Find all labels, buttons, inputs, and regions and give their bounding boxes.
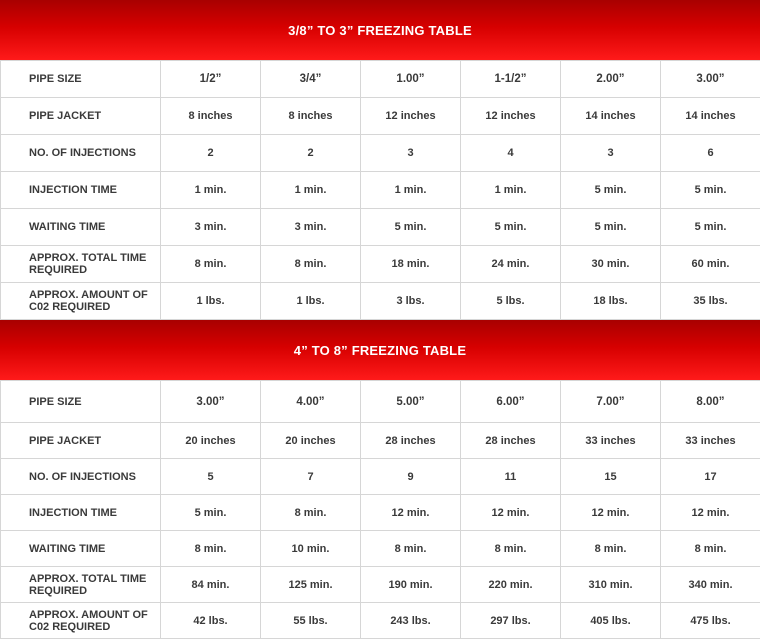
table-cell: 5 min.	[561, 209, 661, 246]
table-cell: 5	[161, 459, 261, 495]
freezing-table-grid	[0, 60, 760, 320]
table-cell: 28 inches	[461, 423, 561, 459]
table-row	[1, 98, 760, 135]
table-cell: 5 min.	[361, 209, 461, 246]
table-cell: 2	[161, 135, 261, 172]
table-title: 4” TO 8” FREEZING TABLE	[293, 342, 467, 358]
table-row	[1, 61, 760, 98]
table-cell: 340 min.	[661, 567, 760, 603]
table-row	[1, 172, 760, 209]
table-cell: 3	[561, 135, 661, 172]
table-cell: 220 min.	[461, 567, 561, 603]
table-cell: 18 lbs.	[561, 283, 661, 320]
row-label: PIPE JACKET	[1, 98, 161, 135]
table-cell: 3	[361, 135, 461, 172]
table-title: 3/8” TO 3” FREEZING TABLE	[288, 22, 472, 38]
table-row	[1, 531, 760, 567]
table-cell: 12 inches	[461, 98, 561, 135]
table-cell: 7	[261, 459, 361, 495]
row-label: APPROX. TOTAL TIME REQUIRED	[1, 567, 161, 603]
freezing-table-grid	[0, 380, 760, 639]
table-cell: 55 lbs.	[261, 603, 361, 639]
table-cell: 5 min.	[661, 172, 760, 209]
table-cell: 5 min.	[661, 209, 760, 246]
table-cell: 297 lbs.	[461, 603, 561, 639]
table-cell: 6.00”	[461, 381, 561, 423]
table-cell: 310 min.	[561, 567, 661, 603]
table-cell: 1-1/2”	[461, 61, 561, 98]
table-cell: 3/4”	[261, 61, 361, 98]
table-cell: 8 inches	[261, 98, 361, 135]
table-cell: 24 min.	[461, 246, 561, 283]
table-cell: 5 lbs.	[461, 283, 561, 320]
table-cell: 2.00”	[561, 61, 661, 98]
row-label: APPROX. AMOUNT OF C02 REQUIRED	[1, 603, 161, 639]
table-cell: 1 lbs.	[261, 283, 361, 320]
table-cell: 475 lbs.	[661, 603, 760, 639]
table-cell: 3 lbs.	[361, 283, 461, 320]
table-row	[1, 209, 760, 246]
table-cell: 8 min.	[461, 531, 561, 567]
freezing-table-large	[0, 320, 760, 639]
row-label: PIPE SIZE	[1, 381, 161, 423]
table-row	[1, 283, 760, 320]
table-cell: 20 inches	[161, 423, 261, 459]
table-title-banner	[0, 320, 760, 380]
table-cell: 33 inches	[561, 423, 661, 459]
table-cell: 12 inches	[361, 98, 461, 135]
table-cell: 20 inches	[261, 423, 361, 459]
table-cell: 5.00”	[361, 381, 461, 423]
table-cell: 243 lbs.	[361, 603, 461, 639]
table-cell: 7.00”	[561, 381, 661, 423]
table-cell: 1/2”	[161, 61, 261, 98]
table-cell: 33 inches	[661, 423, 760, 459]
row-label: WAITING TIME	[1, 531, 161, 567]
table-cell: 10 min.	[261, 531, 361, 567]
table-cell: 12 min.	[661, 495, 760, 531]
table-row	[1, 135, 760, 172]
table-cell: 9	[361, 459, 461, 495]
row-label: INJECTION TIME	[1, 495, 161, 531]
row-label: PIPE JACKET	[1, 423, 161, 459]
table-cell: 3 min.	[261, 209, 361, 246]
table-row	[1, 246, 760, 283]
table-cell: 4	[461, 135, 561, 172]
table-cell: 84 min.	[161, 567, 261, 603]
table-cell: 12 min.	[361, 495, 461, 531]
table-cell: 8 inches	[161, 98, 261, 135]
table-cell: 8 min.	[561, 531, 661, 567]
table-cell: 1 min.	[161, 172, 261, 209]
row-label: INJECTION TIME	[1, 172, 161, 209]
table-cell: 8 min.	[361, 531, 461, 567]
table-cell: 12 min.	[561, 495, 661, 531]
table-cell: 5 min.	[561, 172, 661, 209]
table-cell: 15	[561, 459, 661, 495]
row-label: NO. OF INJECTIONS	[1, 135, 161, 172]
table-row	[1, 567, 760, 603]
table-cell: 28 inches	[361, 423, 461, 459]
table-cell: 8 min.	[661, 531, 760, 567]
table-cell: 5 min.	[461, 209, 561, 246]
table-cell: 17	[661, 459, 760, 495]
table-cell: 8.00”	[661, 381, 760, 423]
table-title-banner	[0, 0, 760, 60]
table-cell: 12 min.	[461, 495, 561, 531]
table-cell: 3.00”	[661, 61, 760, 98]
table-cell: 1.00”	[361, 61, 461, 98]
table-cell: 18 min.	[361, 246, 461, 283]
table-cell: 30 min.	[561, 246, 661, 283]
freezing-table-small	[0, 0, 760, 320]
table-row	[1, 381, 760, 423]
table-cell: 14 inches	[661, 98, 760, 135]
table-cell: 35 lbs.	[661, 283, 760, 320]
table-cell: 8 min.	[261, 246, 361, 283]
table-cell: 3 min.	[161, 209, 261, 246]
row-label: APPROX. TOTAL TIME REQUIRED	[1, 246, 161, 283]
table-cell: 14 inches	[561, 98, 661, 135]
table-cell: 60 min.	[661, 246, 760, 283]
table-cell: 190 min.	[361, 567, 461, 603]
table-cell: 42 lbs.	[161, 603, 261, 639]
table-cell: 1 min.	[361, 172, 461, 209]
table-cell: 8 min.	[161, 246, 261, 283]
table-cell: 1 min.	[461, 172, 561, 209]
table-row	[1, 495, 760, 531]
row-label: WAITING TIME	[1, 209, 161, 246]
table-cell: 405 lbs.	[561, 603, 661, 639]
table-cell: 6	[661, 135, 760, 172]
table-cell: 2	[261, 135, 361, 172]
row-label: APPROX. AMOUNT OF C02 REQUIRED	[1, 283, 161, 320]
table-cell: 4.00”	[261, 381, 361, 423]
row-label: PIPE SIZE	[1, 61, 161, 98]
table-row	[1, 459, 760, 495]
table-row	[1, 603, 760, 639]
table-cell: 8 min.	[261, 495, 361, 531]
table-cell: 1 lbs.	[161, 283, 261, 320]
table-cell: 125 min.	[261, 567, 361, 603]
table-cell: 8 min.	[161, 531, 261, 567]
row-label: NO. OF INJECTIONS	[1, 459, 161, 495]
table-row	[1, 423, 760, 459]
table-cell: 5 min.	[161, 495, 261, 531]
table-cell: 1 min.	[261, 172, 361, 209]
table-cell: 3.00”	[161, 381, 261, 423]
table-cell: 11	[461, 459, 561, 495]
